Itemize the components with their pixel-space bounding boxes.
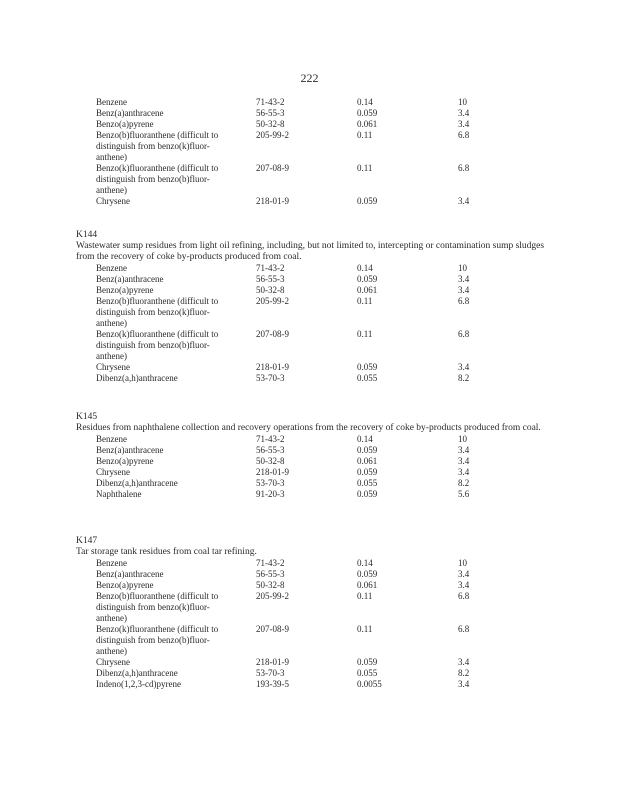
table-row <box>76 196 546 207</box>
cas-number: 91-20-3 <box>256 489 285 499</box>
cas-number: 71-43-2 <box>256 97 285 107</box>
limit-value: 3.4 <box>458 679 470 689</box>
chemical-name: Benz(a)anthracene <box>96 569 164 579</box>
cas-number: 207-08-9 <box>256 163 289 173</box>
section-k145 <box>76 412 546 500</box>
limit-value: 3.4 <box>458 362 470 372</box>
table-row <box>76 679 546 690</box>
concentration-value: 0.061 <box>357 119 378 129</box>
chemical-name: Benzo(b)fluoranthene (difficult to distinguish from benzo(k)fluor- anthene) <box>96 591 219 623</box>
cas-number: 50-32-8 <box>256 119 285 129</box>
limit-value: 10 <box>458 434 467 444</box>
table-row <box>76 130 546 163</box>
chemical-name: Chrysene <box>96 362 130 372</box>
limit-value: 10 <box>458 263 467 273</box>
concentration-value: 0.0055 <box>357 679 382 689</box>
concentration-value: 0.059 <box>357 467 378 477</box>
section-description: Tar storage tank residues from coal tar refining. <box>76 547 257 557</box>
concentration-value: 0.059 <box>357 362 378 372</box>
chemical-name: Benzene <box>96 434 127 444</box>
chemical-name: Benzo(k)fluoranthene (difficult to distinguish from benzo(b)fluor- anthene) <box>96 624 219 656</box>
concentration-value: 0.059 <box>357 569 378 579</box>
chemical-name: Benzo(a)pyrene <box>96 456 154 466</box>
concentration-value: 0.061 <box>357 456 378 466</box>
table-row <box>76 478 546 489</box>
table-row <box>76 285 546 296</box>
concentration-value: 0.061 <box>357 285 378 295</box>
concentration-value: 0.059 <box>357 445 378 455</box>
limit-value: 10 <box>458 97 467 107</box>
section-code: K147 <box>76 536 98 546</box>
concentration-value: 0.055 <box>357 373 378 383</box>
cas-number: 71-43-2 <box>256 434 285 444</box>
continued-table <box>76 97 546 207</box>
page-number: 222 <box>300 71 319 85</box>
cas-number: 53-70-3 <box>256 668 285 678</box>
cas-number: 205-99-2 <box>256 296 289 306</box>
limit-value: 3.4 <box>458 456 470 466</box>
table-rows <box>76 434 546 500</box>
chemical-name: Naphthalene <box>96 489 142 499</box>
cas-number: 205-99-2 <box>256 591 289 601</box>
table-row <box>76 108 546 119</box>
cas-number: 218-01-9 <box>256 657 289 667</box>
chemical-name: Benzo(k)fluoranthene (difficult to distinguish from benzo(b)fluor- anthene) <box>96 163 219 195</box>
cas-number: 56-55-3 <box>256 274 285 284</box>
concentration-value: 0.14 <box>357 97 373 107</box>
limit-value: 3.4 <box>458 569 470 579</box>
cas-number: 71-43-2 <box>256 558 285 568</box>
concentration-value: 0.14 <box>357 263 373 273</box>
chemical-name: Benzo(a)pyrene <box>96 119 154 129</box>
section-k144 <box>76 230 546 384</box>
limit-value: 3.4 <box>458 274 470 284</box>
cas-number: 218-01-9 <box>256 362 289 372</box>
chemical-name: Chrysene <box>96 657 130 667</box>
cas-number: 53-70-3 <box>256 478 285 488</box>
table-row <box>76 163 546 196</box>
limit-value: 6.8 <box>458 130 470 140</box>
concentration-value: 0.11 <box>357 296 373 306</box>
concentration-value: 0.11 <box>357 130 373 140</box>
limit-value: 6.8 <box>458 163 470 173</box>
concentration-value: 0.11 <box>357 163 373 173</box>
cas-number: 56-55-3 <box>256 445 285 455</box>
table-row <box>76 329 546 362</box>
table-row <box>76 467 546 478</box>
table-row <box>76 558 546 569</box>
table-rows <box>76 263 546 384</box>
table-row <box>76 274 546 285</box>
limit-value: 10 <box>458 558 467 568</box>
limit-value: 3.4 <box>458 108 470 118</box>
table-row <box>76 296 546 329</box>
concentration-value: 0.059 <box>357 489 378 499</box>
table-row <box>76 362 546 373</box>
limit-value: 6.8 <box>458 296 470 306</box>
concentration-value: 0.14 <box>357 434 373 444</box>
section-description: Residues from naphthalene collection and recovery operations from the recovery of coke by-products produced from coal. <box>76 423 541 433</box>
cas-number: 218-01-9 <box>256 196 289 206</box>
chemical-name: Benzene <box>96 558 127 568</box>
concentration-value: 0.059 <box>357 657 378 667</box>
concentration-value: 0.11 <box>357 329 373 339</box>
table-rows <box>76 97 546 207</box>
limit-value: 3.4 <box>458 196 470 206</box>
cas-number: 218-01-9 <box>256 467 289 477</box>
cas-number: 193-39-5 <box>256 679 289 689</box>
table-rows <box>76 558 546 690</box>
cas-number: 71-43-2 <box>256 263 285 273</box>
chemical-name: Benzo(b)fluoranthene (difficult to distinguish from benzo(k)fluor- anthene) <box>96 296 219 328</box>
concentration-value: 0.055 <box>357 478 378 488</box>
chemical-name: Benzene <box>96 97 127 107</box>
limit-value: 6.8 <box>458 624 470 634</box>
limit-value: 3.4 <box>458 580 470 590</box>
limit-value: 3.4 <box>458 445 470 455</box>
concentration-value: 0.061 <box>357 580 378 590</box>
table-row <box>76 445 546 456</box>
concentration-value: 0.11 <box>357 624 373 634</box>
table-row <box>76 591 546 624</box>
chemical-name: Dibenz(a,h)anthracene <box>96 373 178 383</box>
section-k147 <box>76 536 546 690</box>
table-row <box>76 97 546 108</box>
limit-value: 8.2 <box>458 478 470 488</box>
table-row <box>76 624 546 657</box>
cas-number: 207-08-9 <box>256 329 289 339</box>
limit-value: 5.6 <box>458 489 470 499</box>
chemical-name: Benzene <box>96 263 127 273</box>
cas-number: 53-70-3 <box>256 373 285 383</box>
chemical-name: Benzo(b)fluoranthene (difficult to distinguish from benzo(k)fluor- anthene) <box>96 130 219 162</box>
cas-number: 50-32-8 <box>256 456 285 466</box>
cas-number: 56-55-3 <box>256 108 285 118</box>
concentration-value: 0.059 <box>357 196 378 206</box>
cas-number: 56-55-3 <box>256 569 285 579</box>
table-row <box>76 434 546 445</box>
table-row <box>76 489 546 500</box>
concentration-value: 0.14 <box>357 558 373 568</box>
chemical-name: Benz(a)anthracene <box>96 445 164 455</box>
limit-value: 8.2 <box>458 668 470 678</box>
chemical-name: Benz(a)anthracene <box>96 108 164 118</box>
chemical-name: Benzo(a)pyrene <box>96 285 154 295</box>
concentration-value: 0.059 <box>357 108 378 118</box>
limit-value: 3.4 <box>458 119 470 129</box>
cas-number: 50-32-8 <box>256 580 285 590</box>
cas-number: 205-99-2 <box>256 130 289 140</box>
concentration-value: 0.055 <box>357 668 378 678</box>
limit-value: 6.8 <box>458 329 470 339</box>
table-row <box>76 657 546 668</box>
section-description: Wastewater sump residues from light oil refining, including, but not limited to, intercepting or contamination sump sludges from the recovery of coke by-products produced from coal. <box>76 241 545 262</box>
chemical-name: Chrysene <box>96 467 130 477</box>
table-row <box>76 668 546 679</box>
table-row <box>76 580 546 591</box>
limit-value: 3.4 <box>458 467 470 477</box>
cas-number: 207-08-9 <box>256 624 289 634</box>
section-code: K145 <box>76 412 98 422</box>
chemical-name: Dibenz(a,h)anthracene <box>96 668 178 678</box>
chemical-name: Benz(a)anthracene <box>96 274 164 284</box>
concentration-value: 0.059 <box>357 274 378 284</box>
table-row <box>76 569 546 580</box>
table-row <box>76 263 546 274</box>
chemical-name: Benzo(k)fluoranthene (difficult to distinguish from benzo(b)fluor- anthene) <box>96 329 219 361</box>
chemical-name: Benzo(a)pyrene <box>96 580 154 590</box>
chemical-name: Dibenz(a,h)anthracene <box>96 478 178 488</box>
chemical-name: Chrysene <box>96 196 130 206</box>
cas-number: 50-32-8 <box>256 285 285 295</box>
limit-value: 8.2 <box>458 373 470 383</box>
table-row <box>76 456 546 467</box>
table-row <box>76 373 546 384</box>
section-code: K144 <box>76 230 98 240</box>
limit-value: 3.4 <box>458 285 470 295</box>
limit-value: 3.4 <box>458 657 470 667</box>
concentration-value: 0.11 <box>357 591 373 601</box>
table-row <box>76 119 546 130</box>
limit-value: 6.8 <box>458 591 470 601</box>
chemical-name: Indeno(1,2,3-cd)pyrene <box>96 679 181 689</box>
